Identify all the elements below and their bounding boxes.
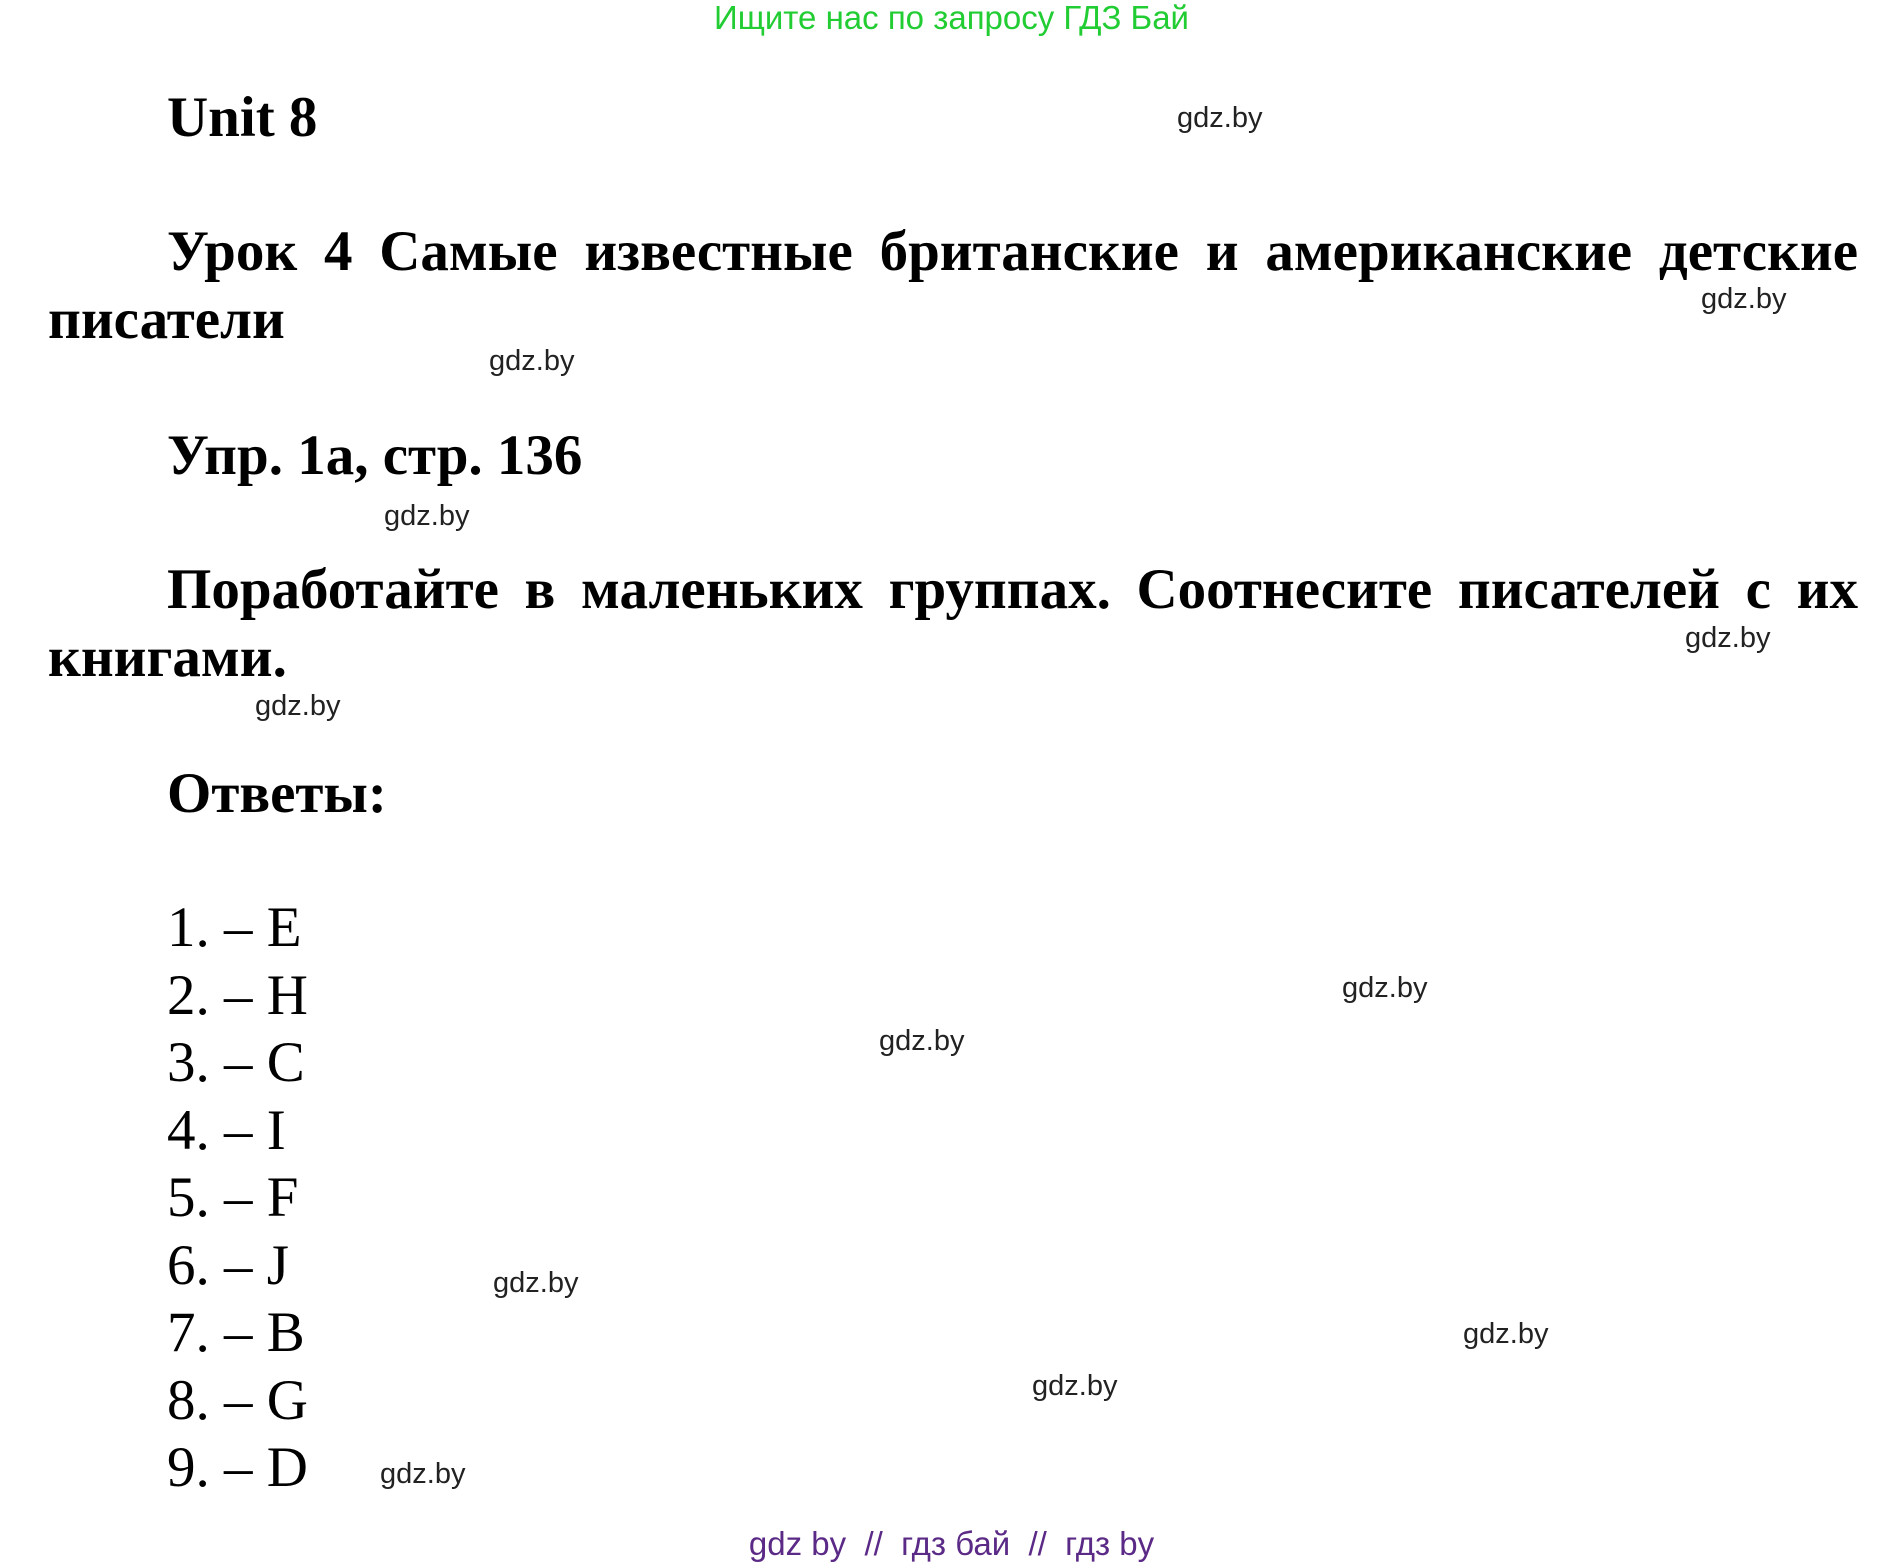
watermark: gdz.by: [879, 1025, 965, 1057]
task-text: Поработайте в маленьких группах. Соотнесите писателей с их книгами.: [48, 558, 1858, 689]
unit-title: Unit 8: [167, 86, 318, 149]
watermark: gdz.by: [1342, 972, 1428, 1004]
answer-item: 7. – B: [167, 1301, 305, 1364]
top-banner: Ищите нас по запросу ГДЗ Бай: [714, 0, 1189, 36]
watermark: gdz.by: [255, 690, 341, 722]
answer-item: 8. – G: [167, 1368, 308, 1432]
watermark: gdz.by: [380, 1458, 466, 1490]
answers-list: [167, 894, 308, 1502]
watermark: gdz.by: [1032, 1370, 1118, 1402]
answer-item: 5. – F: [167, 1166, 299, 1229]
watermark: gdz.by: [1701, 283, 1787, 315]
answer-item: 2. – H: [167, 963, 308, 1027]
watermark: gdz.by: [384, 500, 470, 532]
answer-item: 3. – C: [167, 1031, 305, 1094]
watermark: gdz.by: [1685, 622, 1771, 654]
answer-item: 1. – E: [167, 896, 302, 959]
answer-item: 9. – D: [167, 1436, 308, 1499]
lesson-title: Урок 4 Самые известные британские и американские детские писатели: [48, 220, 1858, 351]
answers-title: Ответы:: [167, 762, 387, 825]
exercise-title: Упр. 1а, стр. 136: [167, 424, 583, 487]
watermark: gdz.by: [493, 1267, 579, 1299]
watermark: gdz.by: [1177, 102, 1263, 134]
bottom-banner: gdz by // гдз бай // гдз by: [748, 1525, 1155, 1562]
watermark: gdz.by: [489, 345, 575, 377]
watermark: gdz.by: [1463, 1318, 1549, 1350]
answer-item: 6. – J: [167, 1233, 289, 1297]
answer-item: 4. – I: [167, 1098, 286, 1162]
